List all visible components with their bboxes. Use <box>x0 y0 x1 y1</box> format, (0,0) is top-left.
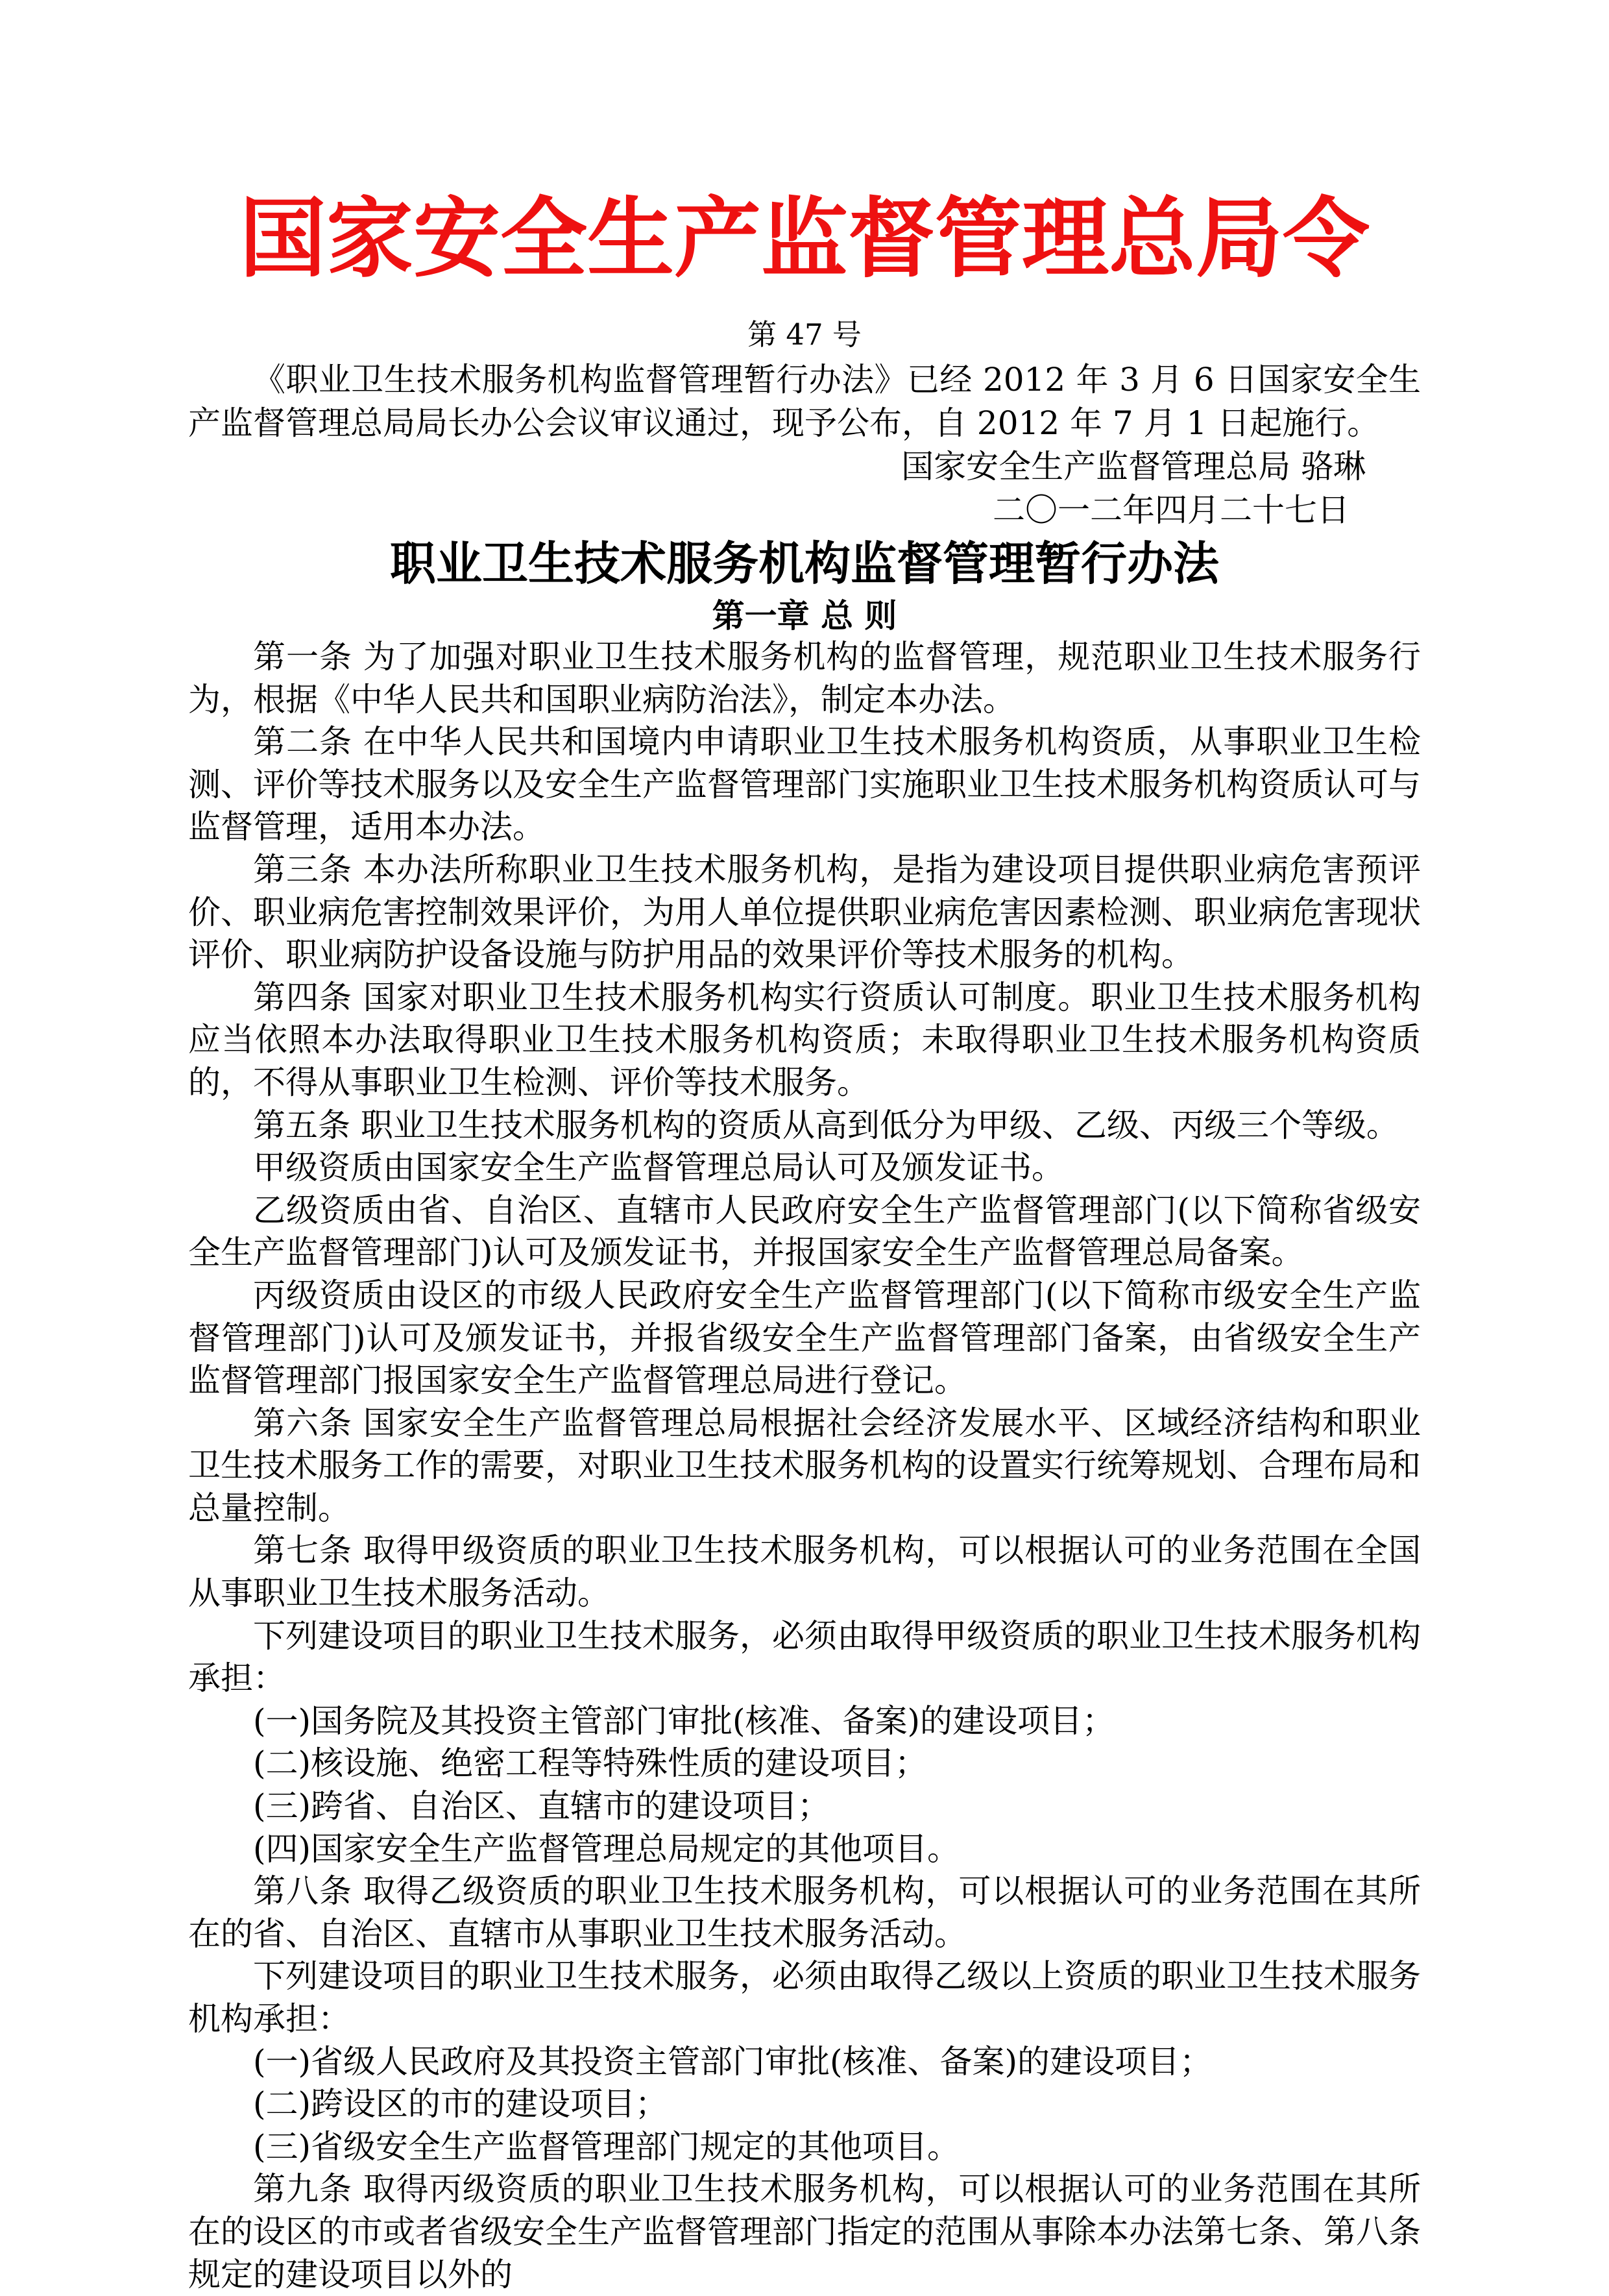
article-5-grade-c-paragraph: 丙级资质由设区的市级人民政府安全生产监督管理部门(以下简称市级安全生产监督管理部门)认可及颁发证书，并报省级安全生产监督管理部门备案，由省级安全生产监督管理部门报国家安全生产监督管理总局进行登记。 <box>188 1276 1421 1400</box>
article-8-paragraph: 第八条 取得乙级资质的职业卫生技术服务机构，可以根据认可的业务范围在其所在的省、自治区、直辖市从事职业卫生技术服务活动。 <box>188 1872 1421 1953</box>
article-8-item-2: (二)跨设区的市的建设项目； <box>253 2085 668 2123</box>
article-7-item-2: (二)核设施、绝密工程等特殊性质的建设项目； <box>253 1744 928 1783</box>
article-2-paragraph: 第二条 在中华人民共和国境内申请职业卫生技术服务机构资质，从事职业卫生检测、评价等技术服务以及安全生产监督管理部门实施职业卫生技术服务机构资质认可与监督管理，适用本办法。 <box>188 723 1421 846</box>
article-9-paragraph: 第九条 取得丙级资质的职业卫生技术服务机构，可以根据认可的业务范围在其所在的设区的市或者省级安全生产监督管理部门指定的范围从事除本办法第七条、第八条规定的建设项目以外的 <box>188 2170 1421 2293</box>
article-7-item-1: (一)国务院及其投资主管部门审批(核准、备案)的建设项目； <box>253 1702 1115 1740</box>
article-4-paragraph: 第四条 国家对职业卫生技术服务机构实行资质认可制度。职业卫生技术服务机构应当依照本办法取得职业卫生技术服务机构资质；未取得职业卫生技术服务机构资质的，不得从事职业卫生检测、评价等技术服务。 <box>188 978 1421 1101</box>
article-7-item-3: (三)跨省、自治区、直辖市的建设项目； <box>253 1787 830 1826</box>
article-3-paragraph: 第三条 本办法所称职业卫生技术服务机构，是指为建设项目提供职业病危害预评价、职业病危害控制效果评价，为用人单位提供职业病危害因素检测、职业病危害现状评价、职业病防护设备设施与防护用品的效果评价等技术服务的机构。 <box>188 850 1421 974</box>
article-8-item-1: (一)省级人民政府及其投资主管部门审批(核准、备案)的建设项目； <box>253 2042 1213 2081</box>
document-page <box>188 0 1421 2296</box>
article-7-paragraph: 第七条 取得甲级资质的职业卫生技术服务机构，可以根据认可的业务范围在全国从事职业卫生技术服务活动。 <box>188 1532 1421 1613</box>
article-8-list-intro: 下列建设项目的职业卫生技术服务，必须由取得乙级以上资质的职业卫生技术服务机构承担： <box>188 1957 1421 2038</box>
article-5-paragraph: 第五条 职业卫生技术服务机构的资质从高到低分为甲级、乙级、丙级三个等级。 <box>253 1106 1399 1144</box>
article-6-paragraph: 第六条 国家安全生产监督管理总局根据社会经济发展水平、区域经济结构和职业卫生技术服务工作的需要，对职业卫生技术服务机构的设置实行统筹规划、合理布局和总量控制。 <box>188 1404 1421 1527</box>
signature-date: 二〇一二年四月二十七日 <box>993 491 1349 529</box>
chapter-heading: 第一章 总 则 <box>712 597 897 635</box>
preamble-paragraph: 《职业卫生技术服务机构监督管理暂行办法》已经 2012 年 3 月 6 日国家安全生产监督管理总局局长办公会议审议通过，现予公布，自 2012 年 7 月 1 日起施行。 <box>188 361 1421 442</box>
article-7-list-intro: 下列建设项目的职业卫生技术服务，必须由取得甲级资质的职业卫生技术服务机构承担： <box>188 1617 1421 1698</box>
article-1-paragraph: 第一条 为了加强对职业卫生技术服务机构的监督管理，规范职业卫生技术服务行为，根据《中华人民共和国职业病防治法》，制定本办法。 <box>188 638 1421 718</box>
article-5-grade-a-paragraph: 甲级资质由国家安全生产监督管理总局认可及颁发证书。 <box>253 1149 1064 1187</box>
article-8-item-3: (三)省级安全生产监督管理部门规定的其他项目。 <box>253 2127 960 2166</box>
masthead-title: 国家安全生产监督管理总局令 <box>239 187 1370 289</box>
issue-number: 第 47 号 <box>747 317 862 352</box>
article-7-item-4: (四)国家安全生产监督管理总局规定的其他项目。 <box>253 1829 960 1868</box>
signature-line: 国家安全生产监督管理总局 骆琳 <box>901 448 1366 485</box>
article-5-grade-b-paragraph: 乙级资质由省、自治区、直辖市人民政府安全生产监督管理部门(以下简称省级安全生产监督管理部门)认可及颁发证书，并报国家安全生产监督管理总局备案。 <box>188 1191 1421 1272</box>
document-title: 职业卫生技术服务机构监督管理暂行办法 <box>389 537 1219 591</box>
